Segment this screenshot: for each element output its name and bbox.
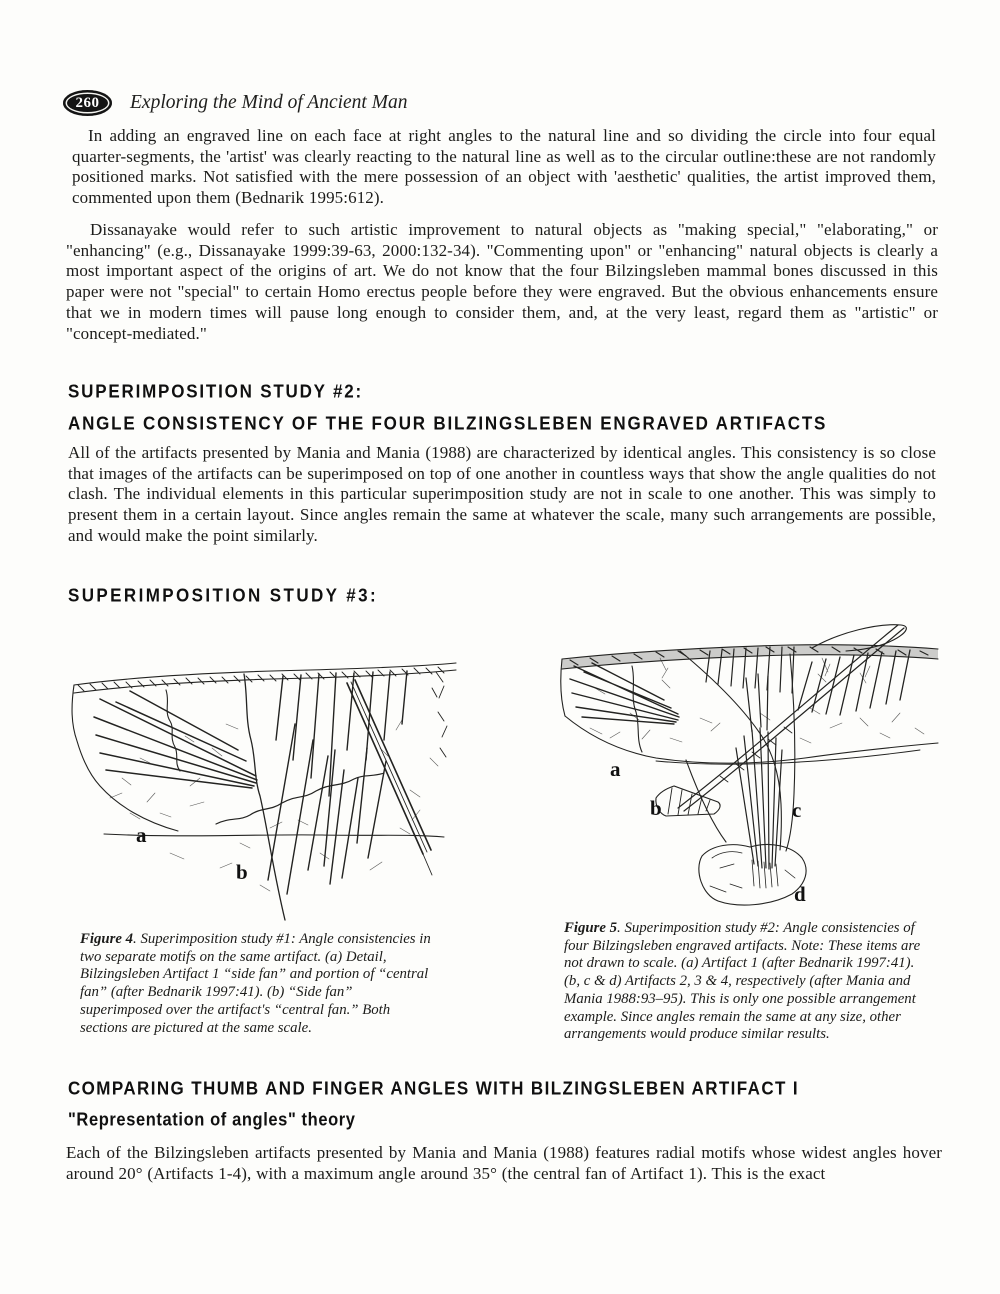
figure-4-caption-text: . Superimposition study #1: Angle consistencies in two separate motifs on the same artifact. (a) Detail, Bilzingsleben Artifact 1 “side fan” and portion of “central fan” (after Bednarik 1997:41). (b) “Side fan” superimposed over the artifact's “central fan.” Both sections are pictured at the same scale. [80, 931, 431, 1036]
figure5-label-c: c [792, 798, 802, 822]
figure-4-caption-lead: Figure 4 [80, 931, 134, 947]
figure-5-drawing [560, 618, 940, 910]
page-number-badge: 260 [63, 90, 112, 116]
paragraph-3: All of the artifacts presented by Mania and Mania (1988) are characterized by identical angles. This consistency is so close that images of the artifacts can be superimposed on top of one another in countless ways that show the angle qualities do not clash. The individual elements in this particular superimposition study are not in scale to one another. This was simply to present them in a certain layout. Since angles remain the same at whatever the scale, many such arrangements are possible, and would make the point similarly. [68, 443, 936, 545]
paragraph-1: In adding an engraved line on each face at right angles to the natural line and so dividing the circle into four equal quarter-segments, the 'artist' was clearly reacting to the natural line as well as to the circular outline:these are not randomly positioned marks. Not satisfied with the mere possession of an object with 'aesthetic' qualities, the artist improved them, commented upon them (Bednarik 1995:612). [72, 126, 936, 208]
paragraph-2: Dissanayake would refer to such artistic improvement to natural objects as "making special," "elaborating," or "enhancing" (e.g., Dissanayake 1999:39-63, 2000:132-34). "Commenting upon" or "enhancing" natural objects is clearly a most important aspect of the origins of art. We do not know that the four Bilzingsleben mammal bones discussed in this paper were not "special" to certain Homo erectus people before they were engraved. But the obvious enhancements ensure that we in modern times will pause long enough to consider them, and, at the very least, regard them as "artistic" or "concept-mediated." [66, 220, 938, 343]
heading-representation-of-angles: "Representation of angles" theory [68, 1110, 356, 1130]
heading-comparing-thumb-finger: COMPARING THUMB AND FINGER ANGLES WITH BILZINGSLEBEN ARTIFACT I [68, 1078, 800, 1099]
figure-4-artwork [72, 663, 456, 920]
running-title: Exploring the Mind of Ancient Man [130, 92, 408, 113]
figure-5-caption-text: . Superimposition study #2: Angle consistencies of four Bilzingsleben engraved artifacts. Note: These items are not drawn to scale. (a) Artifact 1 (after Bednarik 1997:41). (b, c & d) Artifacts 2, 3 & 4, respectively (after Mania and Mania 1988:93–95). This is only one possible arrangement example. Since angles remain the same at any size, other arrangements would produce similar results. [564, 920, 921, 1043]
figure5-label-b: b [650, 796, 662, 820]
figure5-label-a: a [610, 757, 621, 781]
heading-superimposition-study-3: SUPERIMPOSITION STUDY #3: [68, 585, 379, 606]
heading-angle-consistency: ANGLE CONSISTENCY OF THE FOUR BILZINGSLEBEN ENGRAVED ARTIFACTS [68, 413, 828, 434]
figure5-label-d: d [794, 882, 806, 906]
figure4-label-a: a [136, 823, 147, 847]
paragraph-4: Each of the Bilzingsleben artifacts presented by Mania and Mania (1988) features radial motifs whose widest angles hover around 20° (Artifacts 1-4), with a maximum angle around 35° (the central fan of Artifact 1). This is the exact [66, 1143, 942, 1183]
figure4-label-b: b [236, 860, 248, 884]
figure-4-caption [80, 931, 438, 1037]
figure-5-caption-lead: Figure 5 [564, 920, 618, 936]
figure-4-drawing [70, 628, 460, 928]
heading-superimposition-study-2: SUPERIMPOSITION STUDY #2: [68, 381, 364, 402]
figure-5-caption [564, 920, 926, 1044]
